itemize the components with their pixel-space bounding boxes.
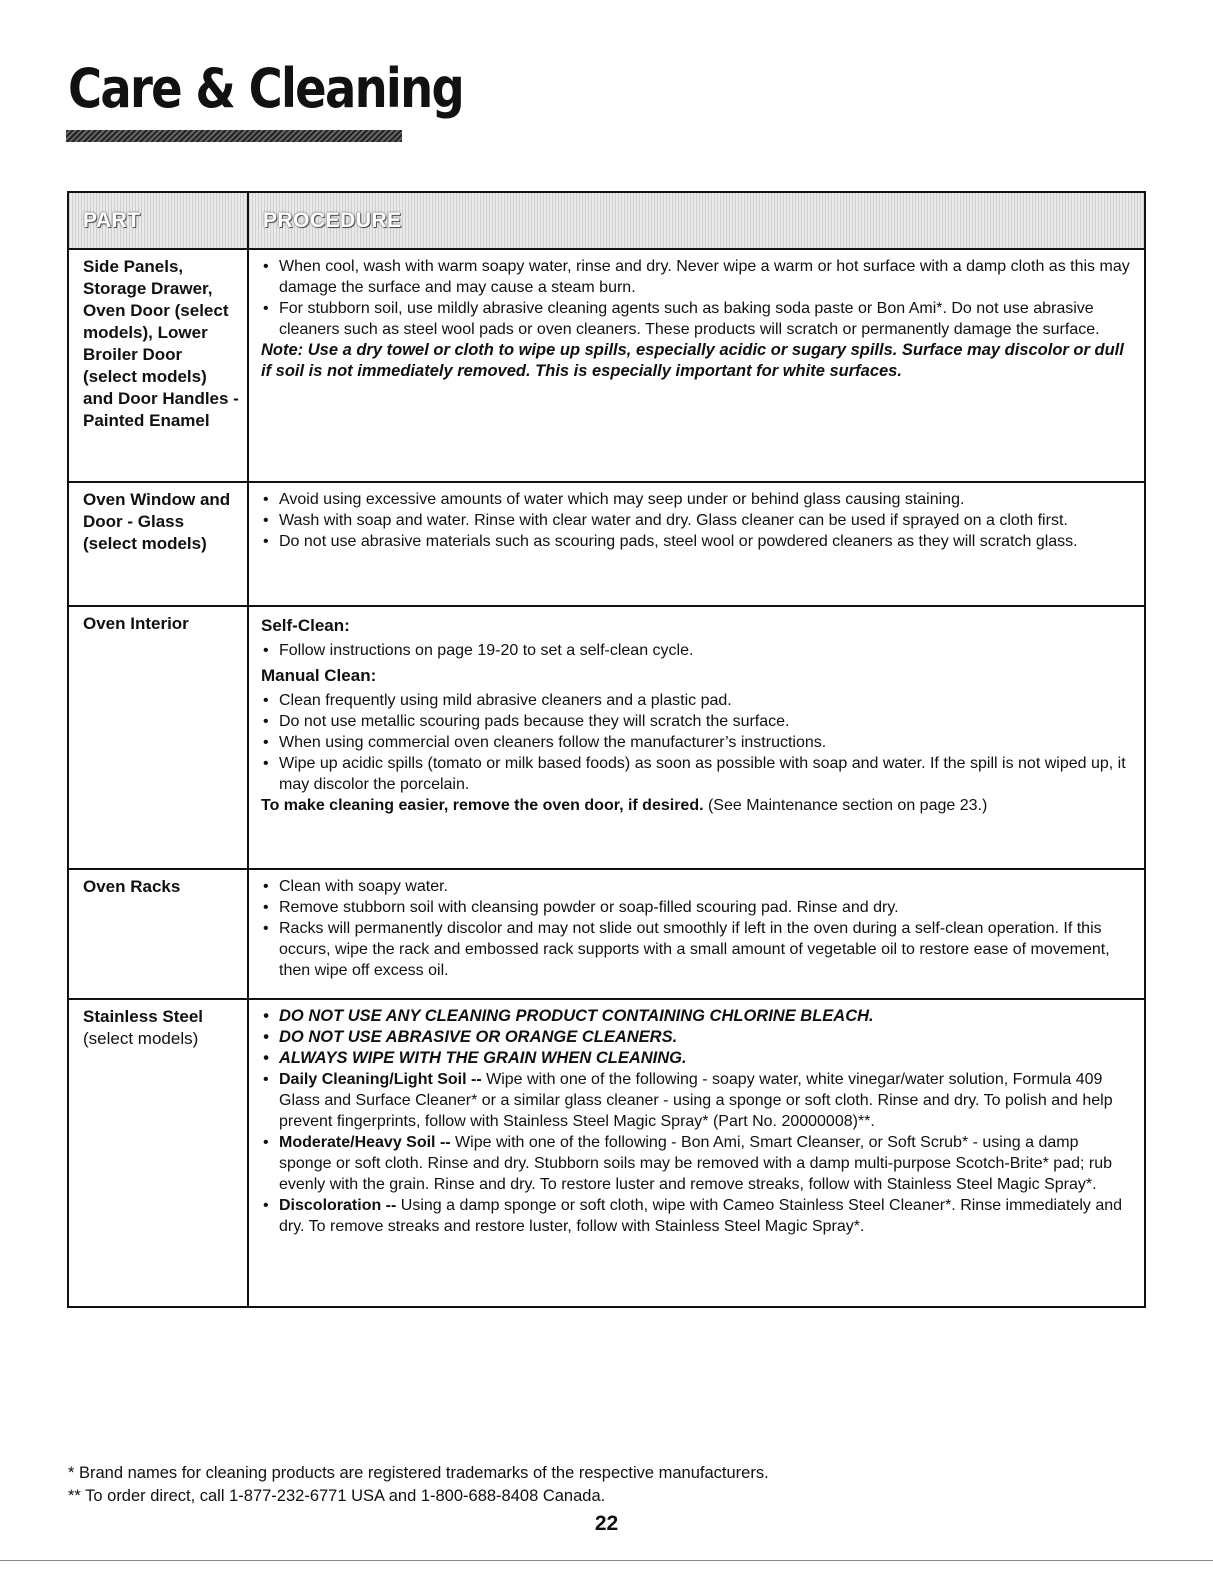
title-underline bbox=[66, 130, 402, 142]
list-item: • Racks will permanently discolor and may not slide out smoothly if left in the oven during a self-clean operation. If this occurs, wipe the rack and embossed rack supports with a small amount of vegetable oil to restore ease of movement, then wipe off excess oil. bbox=[261, 918, 1134, 981]
list-item: • Avoid using excessive amounts of water which may seep under or behind glass causing staining. bbox=[261, 489, 1134, 510]
manual-clean-heading: Manual Clean: bbox=[261, 666, 377, 685]
table-row bbox=[69, 1000, 1144, 1306]
part-cell: Oven Interior bbox=[69, 607, 249, 868]
surface-note: Note: Use a dry towel or cloth to wipe up spills, especially acidic or sugary spills. Surface may discolor or dull if soil is not immediately removed. This is especially important for white surfaces. bbox=[261, 341, 1124, 380]
table-row bbox=[69, 607, 1144, 870]
list-item: • Remove stubborn soil with cleansing powder or soap-filled scouring pad. Rinse and dry. bbox=[261, 897, 1134, 918]
list-item: • For stubborn soil, use mildly abrasive cleaning agents such as baking soda paste or Bon Ami*. Do not use abrasive cleaners such as steel wool pads or oven cleaners. These products will scratch or permanently damage the surface. bbox=[261, 298, 1134, 340]
procedure-cell bbox=[249, 483, 1144, 605]
procedure-cell bbox=[249, 250, 1144, 481]
footnotes bbox=[68, 1462, 769, 1508]
procedure-list bbox=[261, 489, 1134, 552]
procedure-cell bbox=[249, 870, 1144, 998]
table-header-row bbox=[69, 193, 1144, 250]
warning-item: • DO NOT USE ABRASIVE OR ORANGE CLEANERS. bbox=[261, 1027, 1134, 1048]
procedure-cell bbox=[249, 607, 1144, 868]
care-cleaning-table bbox=[67, 191, 1146, 1308]
part-name: Stainless Steel bbox=[83, 1007, 204, 1026]
list-item bbox=[261, 1069, 1134, 1132]
list-item: • Wipe up acidic spills (tomato or milk based foods) as soon as possible with soap and water. If the spill is not wiped up, it may discolor the porcelain. bbox=[261, 753, 1134, 795]
list-item bbox=[261, 1132, 1134, 1195]
list-item: • Wash with soap and water. Rinse with clear water and dry. Glass cleaner can be used if sprayed on a cloth first. bbox=[261, 510, 1134, 531]
door-removal-tip-bold: To make cleaning easier, remove the oven door, if desired. bbox=[261, 797, 704, 814]
procedure-cell bbox=[249, 1000, 1144, 1306]
column-header-procedure: PROCEDURE bbox=[263, 209, 402, 232]
table-row bbox=[69, 483, 1144, 607]
list-item: • Clean frequently using mild abrasive cleaners and a plastic pad. bbox=[261, 690, 1134, 711]
part-note: (select models) bbox=[83, 1029, 199, 1048]
list-item: • When cool, wash with warm soapy water, rinse and dry. Never wipe a warm or hot surface with a damp cloth as this may damage the surface and may cause a steam burn. bbox=[261, 256, 1134, 298]
procedure-list bbox=[261, 1006, 1134, 1237]
list-item bbox=[261, 1195, 1134, 1237]
part-cell: Oven Window and Door - Glass (select models) bbox=[69, 483, 249, 605]
list-item: • Clean with soapy water. bbox=[261, 876, 1134, 897]
warning-item: • DO NOT USE ANY CLEANING PRODUCT CONTAINING CHLORINE BLEACH. bbox=[261, 1006, 1134, 1027]
footnote-order-phone: ** To order direct, call 1-877-232-6771 USA and 1-800-688-8408 Canada. bbox=[68, 1487, 606, 1505]
column-header-part: PART bbox=[69, 193, 249, 248]
door-removal-tip-text: (See Maintenance section on page 23.) bbox=[703, 797, 988, 814]
procedure-list bbox=[261, 256, 1134, 340]
item-lead: Moderate/Heavy Soil -- bbox=[279, 1134, 451, 1151]
list-item: • Follow instructions on page 19-20 to set a self-clean cycle. bbox=[261, 640, 1134, 661]
part-cell bbox=[69, 1000, 249, 1306]
list-item: • When using commercial oven cleaners follow the manufacturer’s instructions. bbox=[261, 732, 1134, 753]
procedure-list bbox=[261, 876, 1134, 981]
page-number: 22 bbox=[594, 1512, 619, 1535]
self-clean-heading: Self-Clean: bbox=[261, 616, 350, 635]
item-text: Using a damp sponge or soft cloth, wipe with Cameo Stainless Steel Cleaner*. Rinse immediately and dry. To remove streaks and restore luster, follow with Stainless Steel Magic Spray*. bbox=[279, 1197, 1123, 1235]
procedure-list bbox=[261, 690, 1134, 795]
procedure-list bbox=[261, 640, 1134, 661]
table-row bbox=[69, 250, 1144, 483]
warning-item: • ALWAYS WIPE WITH THE GRAIN WHEN CLEANING. bbox=[261, 1048, 1134, 1069]
item-text: Wipe with one of the following - soapy water, white vinegar/water solution, Formula 409 Glass and Surface Cleaner* or a similar glass cleaner - using a sponge or soft cloth. Rinse and dry. To polish and help prevent fingerprints, follow with Stainless Steel Magic Spray* (Part No. 20000008)**. bbox=[279, 1071, 1113, 1130]
part-cell: Side Panels, Storage Drawer, Oven Door (select models), Lower Broiler Door (select models) and Door Handles - Painted Enamel bbox=[69, 250, 249, 481]
footnote-trademarks: * Brand names for cleaning products are registered trademarks of the respective manufacturers. bbox=[68, 1464, 769, 1482]
item-lead: Daily Cleaning/Light Soil -- bbox=[279, 1071, 482, 1088]
item-text: Wipe with one of the following - Bon Ami, Smart Cleanser, or Soft Scrub* - using a damp sponge or soft cloth. Rinse and dry. Stubborn soils may be removed with a damp multi-purpose Scotch-Brite* pad; rub evenly with the grain. Rinse and dry. To restore luster and remove streaks, follow with Stainless Steel Magic Spray*. bbox=[279, 1134, 1113, 1193]
list-item: • Do not use metallic scouring pads because they will scratch the surface. bbox=[261, 711, 1134, 732]
part-cell: Oven Racks bbox=[69, 870, 249, 998]
page-title: Care & Cleaning bbox=[68, 57, 463, 120]
door-removal-tip bbox=[261, 795, 1134, 816]
page-bottom-rule bbox=[0, 1560, 1213, 1561]
table-row bbox=[69, 870, 1144, 1000]
list-item: • Do not use abrasive materials such as scouring pads, steel wool or powdered cleaners as they will scratch glass. bbox=[261, 531, 1134, 552]
item-lead: Discoloration -- bbox=[279, 1197, 397, 1214]
